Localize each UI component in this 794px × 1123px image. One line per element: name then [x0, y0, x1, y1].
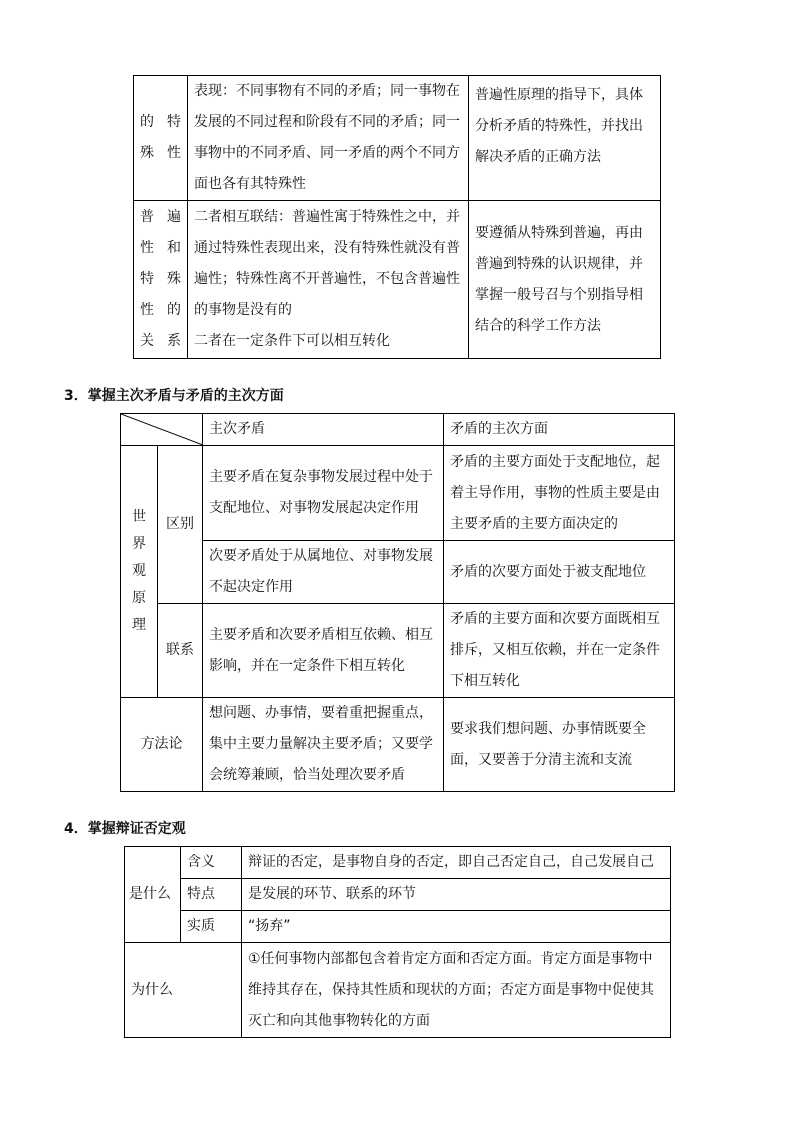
connection-label: 联系 — [158, 604, 203, 698]
relation-method: 要遵循从特殊到普遍，再由普遍到特殊的认识规律，并掌握一般号召与个别指导相结合的科学工作方法 — [469, 201, 661, 359]
relation-content — [188, 201, 469, 359]
section4-heading: 4．掌握辩证否定观 — [64, 821, 186, 837]
feature-content: 是发展的环节、联系的环节 — [242, 879, 671, 911]
feature-label: 特点 — [181, 879, 242, 911]
meaning-content: 辩证的否定，是事物自身的否定，即自己否定自己，自己发展自己 — [242, 847, 671, 879]
diff-aspect-2: 矛盾的次要方面处于被支配地位 — [444, 541, 675, 604]
particularity-method: 普遍性原理的指导下，具体分析矛盾的特殊性，并找出解决矛盾的正确方法 — [469, 76, 661, 201]
particularity-label: 的特殊性 — [134, 76, 188, 201]
diagonal-header-cell — [121, 414, 203, 446]
what-label: 是什么 — [125, 847, 181, 943]
essence-content: “扬弃” — [242, 911, 671, 943]
relation-content-a: 二者相互联结：普遍性寓于特殊性之中，并通过特殊性表现出来，没有特殊性就没有普遍性；特殊性离不开普遍性，不包含普遍性的事物是没有的 — [194, 209, 460, 318]
diff-main-2: 次要矛盾处于从属地位、对事物发展不起决定作用 — [203, 541, 444, 604]
method-main: 想问题、办事情，要着重把握重点，集中主要力量解决主要矛盾；又要学会统筹兼顾，恰当处理次要矛盾 — [203, 698, 444, 792]
conn-main: 主要矛盾和次要矛盾相互依赖、相互影响，并在一定条件下相互转化 — [203, 604, 444, 698]
method-aspect: 要求我们想问题、办事情既要全面，又要善于分清主流和支流 — [444, 698, 675, 792]
method-label: 方法论 — [121, 698, 203, 792]
section3-heading: 3．掌握主次矛盾与矛盾的主次方面 — [64, 388, 284, 404]
col-main-contradiction: 主次矛盾 — [203, 414, 444, 446]
why-content: ①任何事物内部都包含着肯定方面和否定方面。肯定方面是事物中维持其存在，保持其性质和现状的方面；否定方面是事物中促使其灭亡和向其他事物转化的方面 — [242, 943, 671, 1038]
diff-main-1: 主要矛盾在复杂事物发展过程中处于支配地位、对事物发展起决定作用 — [203, 446, 444, 541]
conn-aspect: 矛盾的主要方面和次要方面既相互排斥，又相互依赖，并在一定条件下相互转化 — [444, 604, 675, 698]
relation-content-b: 二者在一定条件下可以相互转化 — [194, 333, 390, 349]
relation-label: 普遍性和特殊性的关系 — [134, 201, 188, 359]
meaning-label: 含义 — [181, 847, 242, 879]
table-particularity — [133, 75, 661, 359]
difference-label: 区别 — [158, 446, 203, 604]
particularity-content: 表现：不同事物有不同的矛盾；同一事物在发展的不同过程和阶段有不同的矛盾；同一事物中的不同矛盾、同一矛盾的两个不同方面也各有其特殊性 — [188, 76, 469, 201]
why-label: 为什么 — [125, 943, 242, 1038]
col-contradiction-aspect: 矛盾的主次方面 — [444, 414, 675, 446]
essence-label: 实质 — [181, 911, 242, 943]
table-contradictions — [120, 413, 675, 792]
worldview-label: 世界观原理 — [121, 446, 158, 698]
table-negation — [124, 846, 671, 1038]
diff-aspect-1: 矛盾的主要方面处于支配地位，起着主导作用，事物的性质主要是由主要矛盾的主要方面决定的 — [444, 446, 675, 541]
diagonal-line — [121, 414, 203, 445]
